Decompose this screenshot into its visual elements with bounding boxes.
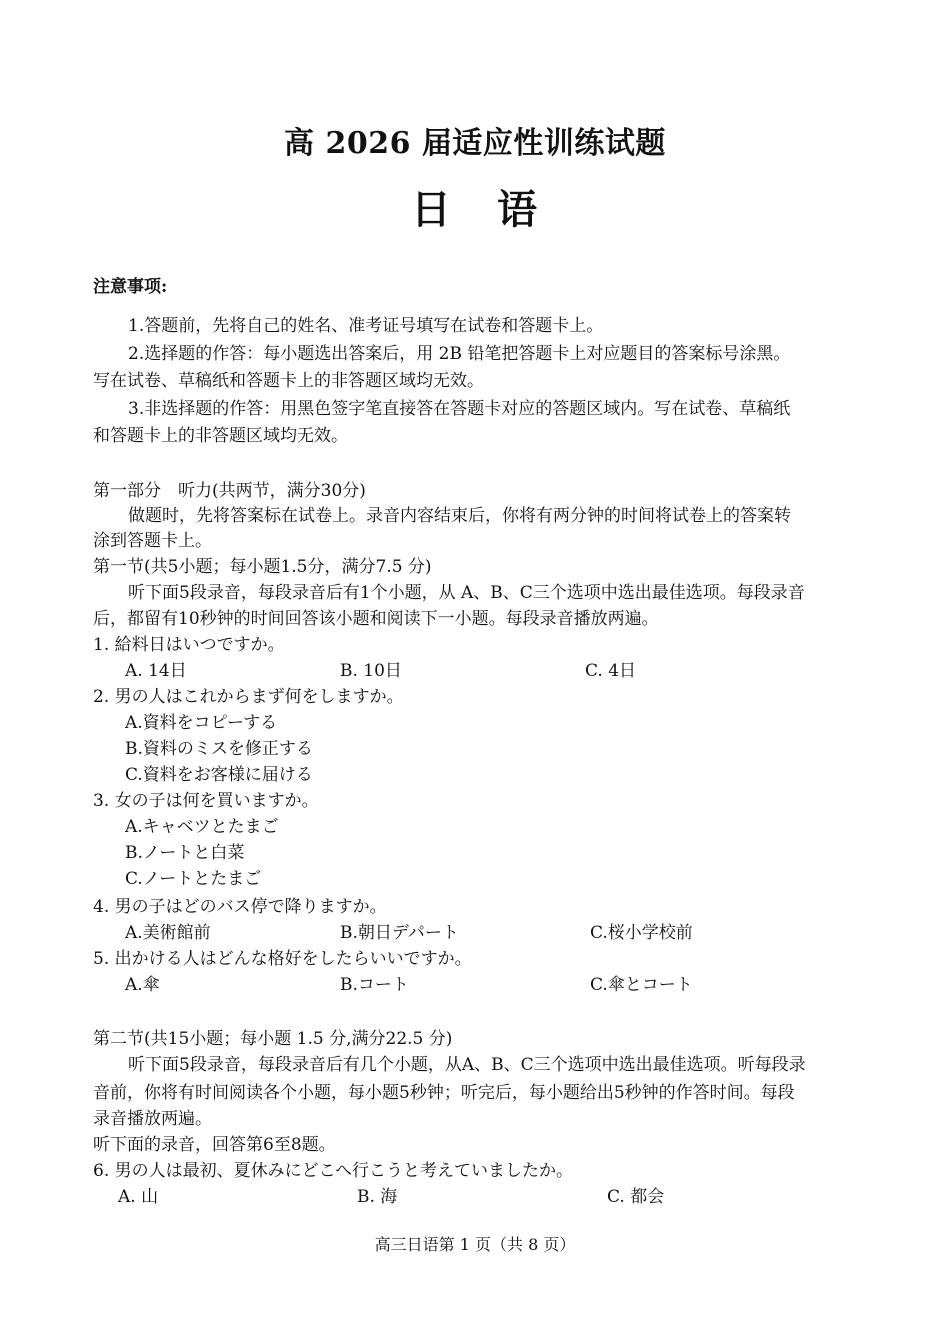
question-option: C. 4日 (585, 661, 637, 681)
section2-intro: 听下面5段录音，每段录音后有几个小题，从A、B、C三个选项中选出最佳选项。听每段录 (128, 1055, 806, 1075)
section2-intro: 音前，你将有时间阅读各个小题，每小题5秒钟；听完后，每小题给出5秒钟的作答时间。每段 (93, 1083, 795, 1103)
question-option: A.キャベツとたまご (125, 817, 279, 837)
question-stem: 3. 女の子は何を買いますか。 (93, 791, 319, 811)
question-option: A. 山 (118, 1187, 159, 1207)
section1-heading: 第一节(共5小题；每小题1.5分，满分7.5 分) (93, 557, 432, 577)
question-stem: 4. 男の子はどのバス停で降りますか。 (93, 897, 387, 917)
question-option: B. 10日 (340, 661, 402, 681)
question-option: C.傘とコート (590, 975, 693, 995)
notice-line: 1.答题前，先将自己的姓名、准考证号填写在试卷和答题卡上。 (128, 316, 604, 336)
part1-intro: 涂到答题卡上。 (93, 531, 212, 551)
question-option: A.傘 (125, 975, 160, 995)
notice-line: 写在试卷、草稿纸和答题卡上的非答题区域均无效。 (93, 371, 484, 391)
section2-instruction: 听下面的录音，回答第6至8题。 (93, 1135, 336, 1155)
notice-line: 3.非选择题的作答：用黑色签字笔直接答在答题卡对应的答题区域内。写在试卷、草稿纸 (128, 399, 791, 419)
question-option: C.ノートとたまご (125, 869, 262, 889)
notice-line: 和答题卡上的非答题区域均无效。 (93, 426, 348, 446)
question-option: B.朝日デパート (340, 923, 459, 943)
exam-title: 高 2026 届适应性训练试题 (284, 126, 666, 161)
section1-intro: 听下面5段录音，每段录音后有1个小题，从 A、B、C三个选项中选出最佳选项。每段录音 (128, 583, 805, 603)
question-stem: 5. 出かける人はどんな格好をしたらいいですか。 (93, 949, 472, 969)
section2-heading: 第二节(共15小题；每小题 1.5 分,满分22.5 分) (93, 1029, 453, 1049)
notice-heading: 注意事项: (93, 277, 168, 297)
question-option: B.資料のミスを修正する (125, 739, 313, 759)
question-option: C.桜小学校前 (590, 923, 693, 943)
question-option: B.コート (340, 975, 409, 995)
question-option: A.美術館前 (125, 923, 211, 943)
part1-intro: 做题时，先将答案标在试卷上。录音内容结束后，你将有两分钟的时间将试卷上的答案转 (128, 506, 791, 526)
subject-title (0, 178, 950, 235)
page-footer: 高三日语第 1 页（共 8 页） (374, 1235, 576, 1254)
section1-intro: 后，都留有10秒钟的时间回答该小题和阅读下一小题。每段录音播放两遍。 (93, 609, 659, 629)
question-option: A. 14日 (125, 661, 187, 681)
question-stem: 1. 給料日はいつですか。 (93, 635, 285, 655)
question-option: A.資料をコピーする (125, 713, 278, 733)
subject-char-1: 日 (411, 186, 453, 233)
section2-intro: 录音播放两遍。 (93, 1109, 212, 1129)
question-option: B. 海 (357, 1187, 398, 1207)
question-stem: 6. 男の人は最初、夏休みにどこへ行こうと考えていましたか。 (93, 1161, 573, 1181)
question-option: B.ノートと白菜 (125, 843, 245, 863)
subject-char-2: 语 (497, 186, 539, 233)
question-option: C. 都会 (607, 1187, 665, 1207)
part1-heading: 第一部分 听力(共两节，满分30分) (93, 481, 366, 501)
notice-line: 2.选择题的作答：每小题选出答案后，用 2B 铅笔把答题卡上对应题目的答案标号涂黑。 (128, 344, 791, 364)
question-option: C.資料をお客様に届ける (125, 765, 313, 785)
question-stem: 2. 男の人はこれからまず何をしますか。 (93, 687, 404, 707)
